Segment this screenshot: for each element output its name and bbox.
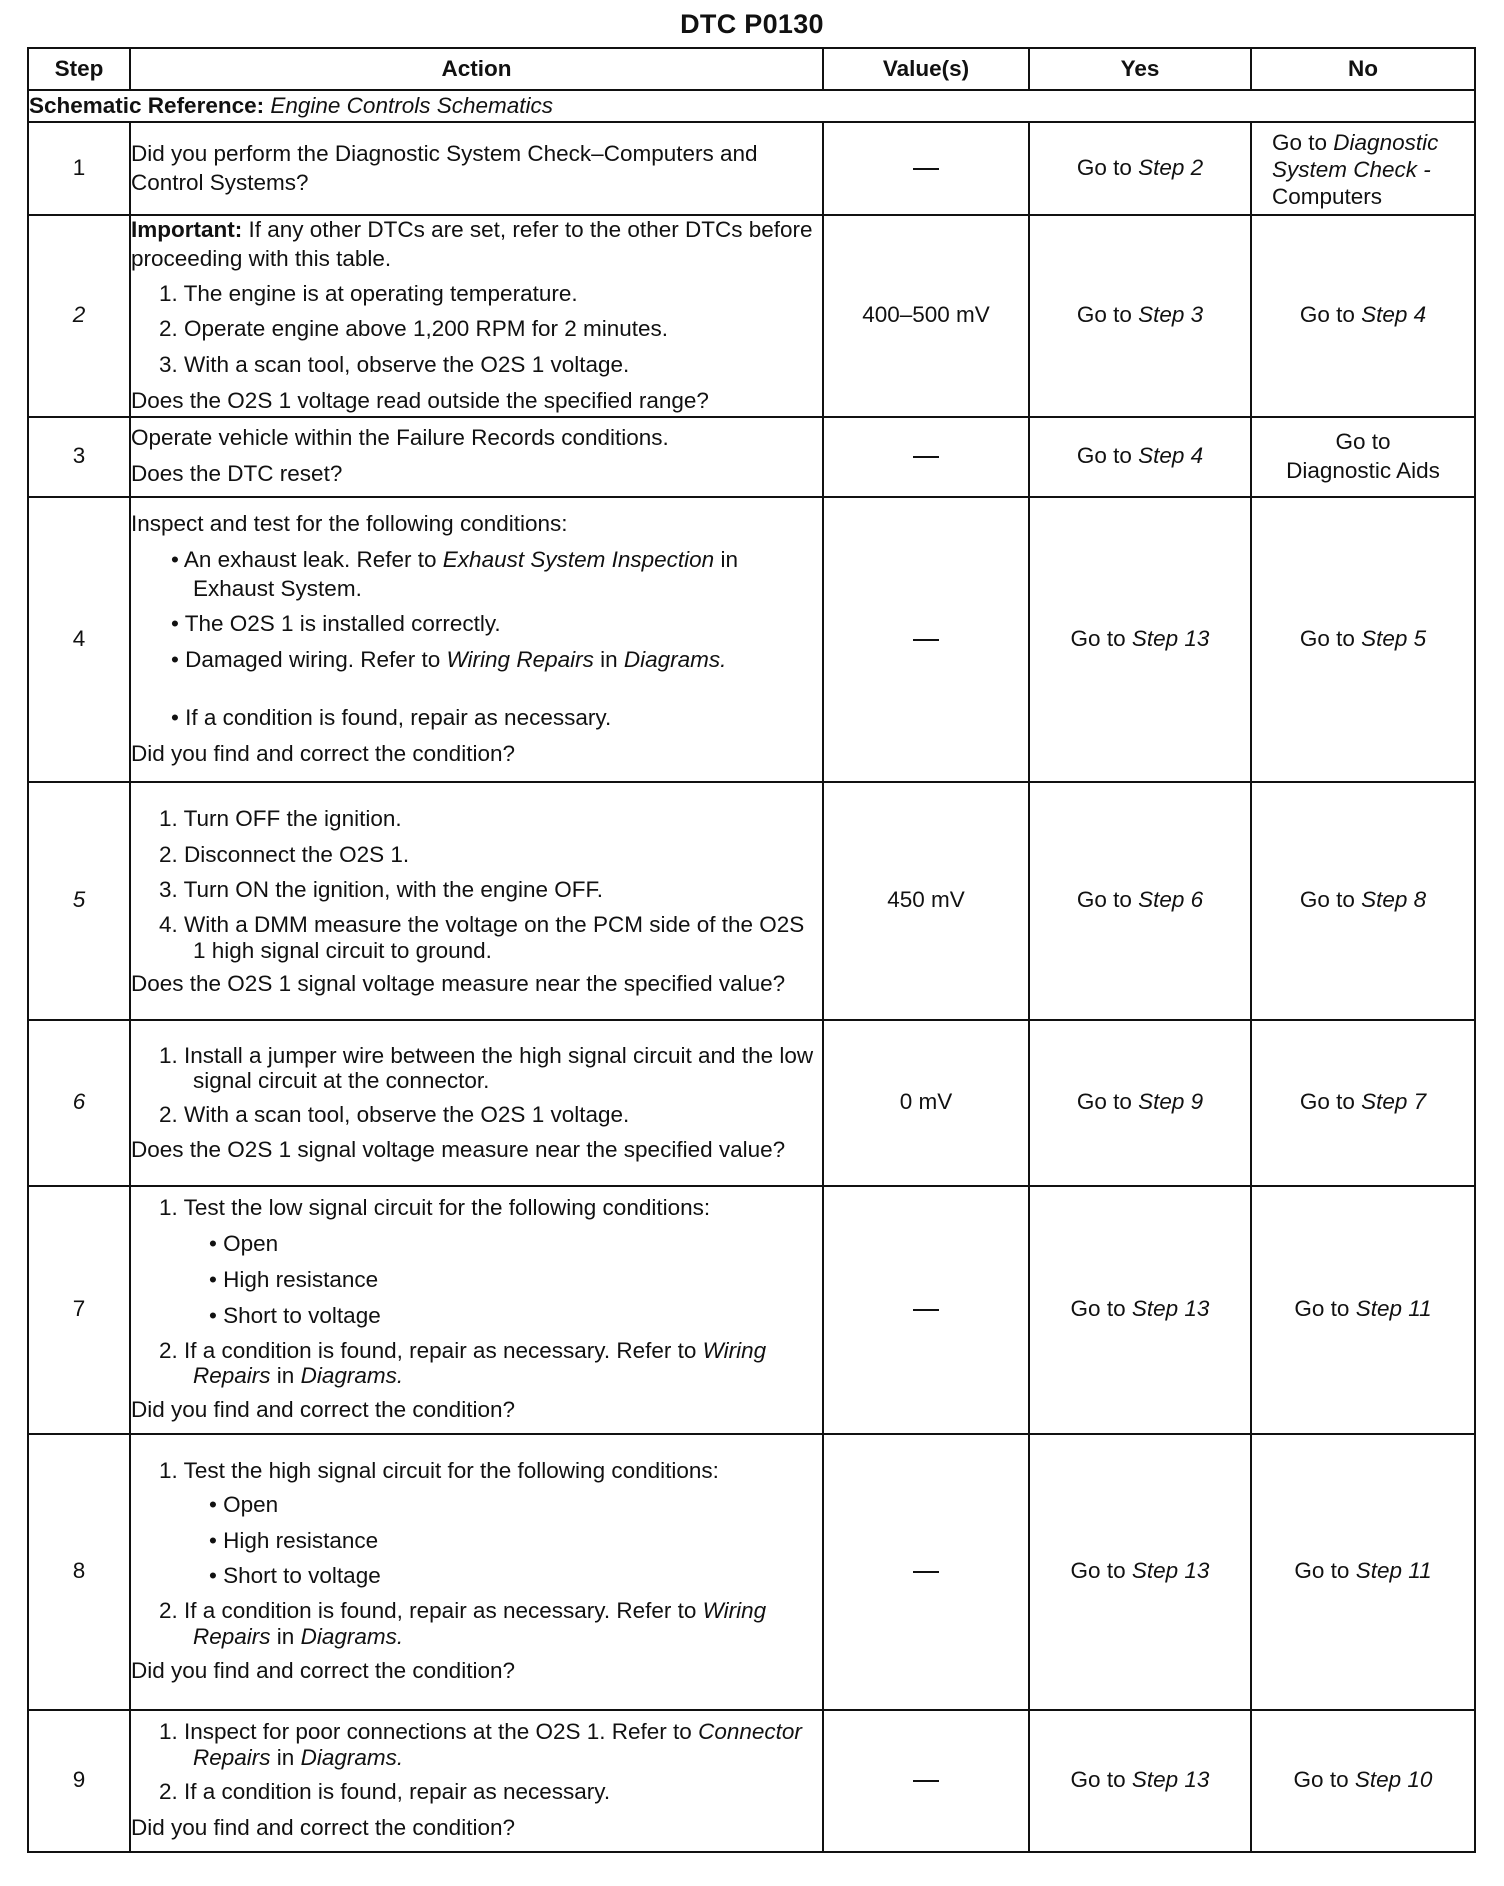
list-item: 1. Turn OFF the ignition. — [159, 805, 402, 831]
step-number: 9 — [28, 1710, 130, 1852]
list-item: 1. Test the high signal circuit for the following conditions: — [159, 1457, 719, 1483]
step-word: Step — [1355, 1296, 1402, 1322]
goto-text: Go to — [1294, 1296, 1350, 1322]
step-word: Step — [1138, 1089, 1185, 1115]
yes-cell — [1029, 1434, 1251, 1710]
goto-text: Go to — [1076, 443, 1132, 469]
goto-text: Go to — [1076, 155, 1132, 181]
dash-mark — [913, 1571, 939, 1573]
yes-cell — [1029, 1186, 1251, 1434]
yes-cell — [1029, 1710, 1251, 1852]
value-cell — [823, 1710, 1029, 1852]
value-cell — [823, 417, 1029, 497]
bullet-text: in — [600, 647, 618, 673]
yes-step-number: 9 — [1190, 1089, 1204, 1115]
action-cell — [130, 122, 823, 215]
yes-cell — [1029, 122, 1251, 215]
step-word: Step — [1138, 887, 1185, 913]
schematic-label: Schematic Reference: — [29, 92, 265, 118]
item-text: 2. If a condition is found, repair as necessary. Refer to — [159, 1598, 697, 1624]
value-cell: 0 mV — [823, 1020, 1029, 1186]
bullet-item — [131, 546, 822, 604]
page-title: DTC P0130 — [680, 9, 824, 39]
spacer — [131, 682, 822, 704]
no-step-link[interactable] — [1361, 302, 1426, 327]
list-item — [131, 1719, 822, 1771]
no-cell — [1251, 497, 1475, 782]
step-word: Step — [1138, 155, 1185, 181]
list-item: 1. The engine is at operating temperature. — [159, 280, 578, 306]
value-cell — [823, 122, 1029, 215]
yes-step-link[interactable] — [1132, 1296, 1210, 1321]
header-values: Value(s) — [823, 48, 1029, 90]
important-note — [131, 216, 822, 274]
sub-bullet: • High resistance — [209, 1527, 379, 1553]
step-word: Step — [1361, 887, 1408, 913]
diagnostic-table — [27, 47, 1476, 1853]
sub-bullet: • Short to voltage — [209, 1302, 381, 1328]
yes-step-number: 3 — [1190, 302, 1204, 328]
goto-text: Go to — [1070, 625, 1126, 651]
no-step-number: 10 — [1407, 1767, 1433, 1793]
no-goto: Go to — [1335, 428, 1391, 454]
no-step-link[interactable] — [1356, 1558, 1432, 1583]
value-cell: 400–500 mV — [823, 215, 1029, 417]
header-yes: Yes — [1029, 48, 1251, 90]
no-cell — [1251, 1434, 1475, 1710]
action-cell — [130, 1020, 823, 1186]
dash-mark — [913, 456, 939, 458]
step-word: Step — [1131, 1558, 1179, 1584]
yes-step-number: 4 — [1190, 443, 1204, 469]
goto-text: Go to — [1076, 1089, 1132, 1115]
step-word: Step — [1361, 625, 1408, 651]
no-cell — [1251, 122, 1475, 215]
table-row — [28, 122, 1475, 215]
goto-text: Go to — [1070, 1296, 1126, 1322]
step-number: 1 — [28, 122, 130, 215]
sub-bullet: • Open — [209, 1491, 279, 1517]
yes-step-link[interactable] — [1132, 1767, 1210, 1792]
action-question: Did you find and correct the condition? — [131, 1814, 515, 1840]
step-word: Step — [1131, 1767, 1179, 1793]
step-word: Step — [1138, 302, 1185, 328]
step-word: Step — [1355, 1558, 1402, 1584]
reference-link[interactable]: Diagrams. — [300, 1624, 404, 1650]
no-link[interactable]: Diagnostic System Check - — [1272, 130, 1439, 182]
no-step-link[interactable] — [1361, 887, 1426, 912]
list-item: 4. With a DMM measure the voltage on the PCM side of the O2S 1 high signal circuit to ground. — [159, 912, 805, 964]
step-number: 5 — [28, 782, 130, 1020]
table-row — [28, 1020, 1475, 1186]
yes-step-number: 2 — [1190, 155, 1204, 181]
sub-bullet: • Short to voltage — [209, 1563, 381, 1589]
goto-text: Go to — [1294, 1558, 1350, 1584]
header-row — [28, 48, 1475, 90]
bullet-item — [131, 646, 822, 675]
item-text: in — [276, 1363, 295, 1389]
no-cell — [1251, 215, 1475, 417]
item-text: in — [276, 1744, 295, 1770]
table-row — [28, 215, 1475, 417]
item-text: 1. Inspect for poor connections at the O2S 1. Refer to — [159, 1719, 692, 1745]
schematic-reference — [28, 90, 1475, 122]
bullet-text: • Damaged wiring. Refer to — [171, 647, 441, 673]
step-number: 7 — [28, 1186, 130, 1434]
action-cell — [130, 1186, 823, 1434]
action-text: Inspect and test for the following conditions: — [131, 510, 568, 536]
step-number: 4 — [28, 497, 130, 782]
action-question: Does the O2S 1 signal voltage measure near the specified value? — [131, 970, 786, 996]
list-item: 2. If a condition is found, repair as necessary. — [159, 1778, 611, 1804]
action-cell — [130, 782, 823, 1020]
goto-text: Go to — [1299, 887, 1355, 913]
yes-cell — [1029, 782, 1251, 1020]
yes-step-link[interactable] — [1132, 626, 1210, 651]
yes-step-link[interactable] — [1138, 1089, 1203, 1114]
bullet-text: in Exhaust System. — [193, 546, 738, 601]
value-cell: 450 mV — [823, 782, 1029, 1020]
step-number: 8 — [28, 1434, 130, 1710]
list-item: 2. Operate engine above 1,200 RPM for 2 minutes. — [159, 316, 669, 342]
list-item: 2. With a scan tool, observe the O2S 1 voltage. — [159, 1102, 630, 1128]
action-question: Does the O2S 1 voltage read outside the specified range? — [131, 387, 709, 413]
bullet-item: • The O2S 1 is installed correctly. — [171, 611, 501, 637]
reference-link[interactable]: Wiring Repairs — [193, 1337, 767, 1389]
no-step-link[interactable] — [1356, 1296, 1432, 1321]
yes-cell — [1029, 417, 1251, 497]
list-item: 2. Disconnect the O2S 1. — [159, 841, 410, 867]
no-link-cont: Computers — [1272, 184, 1383, 209]
reference-link[interactable]: Connector Repairs — [193, 1719, 802, 1770]
yes-step-link[interactable] — [1132, 1558, 1210, 1583]
action-question: Did you find and correct the condition? — [131, 1397, 515, 1423]
bullet-item: • If a condition is found, repair as necessary. — [171, 704, 612, 730]
important-label: Important: — [131, 217, 243, 242]
goto-text: Go to — [1070, 1767, 1126, 1793]
action-question: Did you perform the Diagnostic System Check–Computers and Control Systems? — [131, 140, 758, 195]
dash-mark — [913, 1780, 939, 1782]
step-word: Step — [1138, 443, 1185, 469]
goto-text: Go to — [1299, 625, 1355, 651]
action-question: Does the DTC reset? — [131, 461, 343, 487]
yes-step-number: 13 — [1184, 1296, 1210, 1322]
list-item: 1. Test the low signal circuit for the following conditions: — [159, 1195, 711, 1221]
sub-bullet: • Open — [209, 1231, 279, 1257]
value-cell — [823, 1186, 1029, 1434]
no-cell — [1251, 782, 1475, 1020]
yes-step-link[interactable] — [1138, 155, 1203, 180]
no-step-link[interactable] — [1361, 626, 1426, 651]
yes-step-number: 13 — [1184, 1558, 1210, 1584]
no-cell — [1251, 1020, 1475, 1186]
no-cell — [1251, 417, 1475, 497]
goto-text: Go to — [1299, 302, 1355, 328]
action-question: Did you find and correct the condition? — [131, 1657, 515, 1683]
reference-link[interactable]: Wiring Repairs — [446, 647, 594, 673]
step-word: Step — [1131, 1296, 1179, 1322]
yes-cell — [1029, 1020, 1251, 1186]
no-step-number: 5 — [1413, 625, 1427, 651]
list-item: 1. Install a jumper wire between the high signal circuit and the low signal circuit at the connector. — [159, 1042, 814, 1094]
table-row — [28, 497, 1475, 782]
action-question: Does the O2S 1 signal voltage measure near the specified value? — [131, 1137, 786, 1163]
yes-step-number: 13 — [1184, 1767, 1210, 1793]
yes-step-link[interactable] — [1138, 302, 1203, 327]
goto-text: Go to — [1076, 887, 1132, 913]
table-row — [28, 782, 1475, 1020]
list-item — [131, 1598, 822, 1650]
yes-cell — [1029, 497, 1251, 782]
step-word: Step — [1131, 625, 1179, 651]
step-number: 6 — [28, 1020, 130, 1186]
table-row — [28, 1434, 1475, 1710]
action-text: Operate vehicle within the Failure Records conditions. — [131, 425, 669, 451]
reference-link[interactable]: Wiring Repairs — [193, 1598, 767, 1650]
reference-link[interactable]: Exhaust System Inspection — [442, 546, 715, 572]
step-number: 2 — [28, 215, 130, 417]
yes-step-number: 6 — [1190, 887, 1204, 913]
goto-text: Go to — [1293, 1767, 1349, 1793]
action-cell — [130, 417, 823, 497]
no-goto: Go to — [1272, 130, 1328, 155]
table-row — [28, 1710, 1475, 1852]
table-row — [28, 1186, 1475, 1434]
reference-link[interactable]: Diagrams. — [300, 1744, 404, 1770]
action-cell — [130, 497, 823, 782]
no-step-number: 7 — [1413, 1089, 1427, 1115]
no-step-number: 11 — [1408, 1558, 1432, 1584]
reference-link[interactable]: Diagrams. — [623, 647, 727, 673]
item-text: 2. If a condition is found, repair as necessary. Refer to — [159, 1337, 697, 1363]
table-row — [28, 417, 1475, 497]
reference-link[interactable]: Diagrams. — [300, 1363, 404, 1389]
action-cell — [130, 215, 823, 417]
step-word: Step — [1361, 302, 1408, 328]
list-item — [131, 1338, 822, 1390]
yes-step-number: 13 — [1184, 625, 1210, 651]
schematic-row — [28, 90, 1475, 122]
header-no: No — [1251, 48, 1475, 90]
item-text: in — [276, 1624, 295, 1650]
dash-mark — [913, 168, 939, 170]
yes-cell — [1029, 215, 1251, 417]
action-cell — [130, 1710, 823, 1852]
goto-text: Go to — [1299, 1089, 1355, 1115]
step-word: Step — [1354, 1767, 1402, 1793]
no-cell — [1251, 1186, 1475, 1434]
no-link[interactable]: Diagnostic Aids — [1286, 457, 1440, 483]
yes-step-link[interactable] — [1138, 887, 1203, 912]
no-step-number: 4 — [1413, 302, 1427, 328]
no-step-link[interactable] — [1355, 1767, 1433, 1792]
action-cell — [130, 1434, 823, 1710]
goto-text: Go to — [1076, 302, 1132, 328]
no-step-link[interactable] — [1361, 1089, 1426, 1114]
yes-step-link[interactable] — [1138, 443, 1203, 468]
bullet-text: • An exhaust leak. Refer to — [171, 546, 437, 572]
no-step-number: 8 — [1413, 887, 1427, 913]
list-item: 3. Turn ON the ignition, with the engine OFF. — [159, 877, 603, 903]
list-item: 3. With a scan tool, observe the O2S 1 voltage. — [159, 352, 630, 378]
step-number: 3 — [28, 417, 130, 497]
goto-text: Go to — [1070, 1558, 1126, 1584]
sub-bullet: • High resistance — [209, 1267, 379, 1292]
step-word: Step — [1361, 1089, 1408, 1115]
dash-mark — [913, 1309, 939, 1311]
value-cell — [823, 497, 1029, 782]
header-action: Action — [130, 48, 823, 90]
schematic-link[interactable]: Engine Controls Schematics — [270, 92, 554, 118]
action-question: Did you find and correct the condition? — [131, 740, 515, 766]
header-step: Step — [28, 48, 130, 90]
important-text: If any other DTCs are set, refer to the other DTCs before proceeding with this table. — [131, 217, 813, 271]
value-cell — [823, 1434, 1029, 1710]
no-step-number: 11 — [1408, 1296, 1432, 1322]
dash-mark — [913, 639, 939, 641]
no-cell — [1251, 1710, 1475, 1852]
